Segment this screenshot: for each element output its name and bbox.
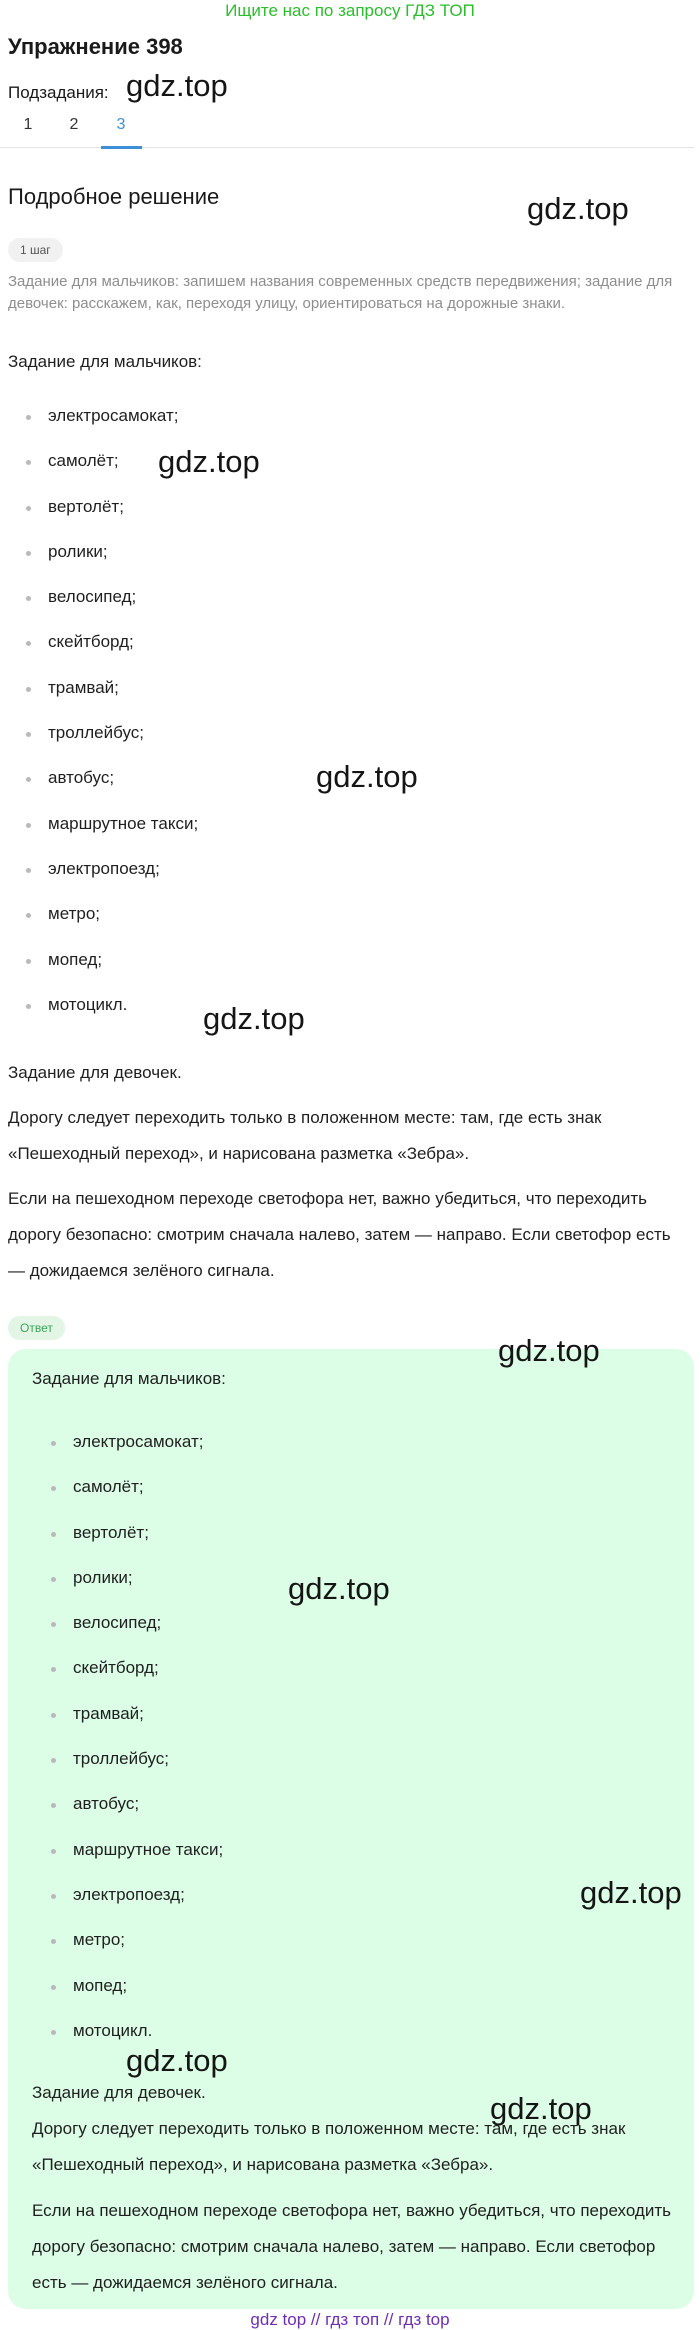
list-item: ролики; [0,1566,680,1611]
list-item: троллейбус; [0,721,690,766]
watermark: gdz.top [126,68,228,103]
bullet-icon [26,460,31,465]
bullet-icon [26,959,31,964]
list-item: метро; [0,1928,680,1973]
solution-title: Подробное решение [8,184,220,209]
boys-heading: Задание для мальчиков: [8,352,202,371]
watermark: gdz.top [158,444,260,479]
bullet-icon [26,687,31,692]
list-item: автобус; [0,766,690,811]
watermark: gdz.top [527,191,629,226]
list-item: вертолёт; [0,1521,680,1566]
answer-transport-list [0,1430,680,2064]
list-item: автобус; [0,1792,680,1837]
subtask-tabs [0,110,694,148]
list-item: метро; [0,902,690,947]
list-item: скейтборд; [0,630,690,675]
list-item: электропоезд; [0,1883,680,1928]
list-item: трамвай; [0,676,690,721]
answer-girls-paragraph-2: Если на пешеходном переходе светофора нет, важно убедиться, что переходить дорогу безопасно: смотрим сначала налево, затем — направо. Если светофор есть — дожидаемся зелёного сигнала. [32,2201,671,2292]
bullet-icon [51,1758,56,1763]
watermark: gdz.top [316,759,418,794]
list-item: электросамокат; [0,1430,680,1475]
bullet-icon [51,1532,56,1537]
watermark: gdz.top [203,1001,305,1036]
bullet-icon [26,415,31,420]
list-item: самолёт; [0,449,690,494]
list-item: велосипед; [0,585,690,630]
bullet-icon [51,2030,56,2035]
bullet-icon [26,777,31,782]
bullet-icon [26,551,31,556]
list-item: велосипед; [0,1611,680,1656]
top-banner: Ищите нас по запросу ГДЗ ТОП [225,1,475,20]
bullet-icon [26,868,31,873]
list-item: маршрутное такси; [0,1838,680,1883]
bullet-icon [51,1577,56,1582]
bullet-icon [51,1894,56,1899]
bullet-icon [51,1713,56,1718]
list-item: мопед; [0,948,690,993]
bullet-icon [26,506,31,511]
bullet-icon [51,1486,56,1491]
bullet-icon [51,1849,56,1854]
girls-heading: Задание для девочек. [8,1063,182,1082]
answer-girls-heading: Задание для девочек. [32,2083,206,2102]
list-item: мопед; [0,1974,680,2019]
footer-links[interactable]: gdz top // гдз топ // гдз top [250,2310,450,2329]
list-item: мотоцикл. [0,993,690,1038]
page-title: Упражнение 398 [8,34,183,59]
answer-badge: Ответ [8,1316,65,1340]
active-tab-indicator [101,146,142,149]
list-item: мотоцикл. [0,2019,680,2064]
bullet-icon [26,596,31,601]
bullet-icon [51,1939,56,1944]
watermark: gdz.top [580,1875,682,1910]
step-badge: 1 шаг [8,238,63,262]
solution-intro: Задание для мальчиков: запишем названия современных средств передвижения; задание для девочек: расскажем, как, переходя улицу, ориентироваться на дорожные знаки. [8,273,673,312]
bullet-icon [26,641,31,646]
watermark: gdz.top [490,2091,592,2126]
bullet-icon [26,1004,31,1009]
watermark: gdz.top [498,1333,600,1368]
list-item: вертолёт; [0,495,690,540]
answer-boys-heading: Задание для мальчиков: [32,1369,226,1388]
list-item: троллейбус; [0,1747,680,1792]
list-item: ролики; [0,540,690,585]
girls-paragraph-1: Дорогу следует переходить только в положенном месте: там, где есть знак «Пешеходный переход», и нарисована разметка «Зебра». [8,1108,602,1163]
bullet-icon [51,1622,56,1627]
bullet-icon [26,913,31,918]
tab-3[interactable]: 3 [116,116,126,133]
list-item: самолёт; [0,1475,680,1520]
watermark: gdz.top [126,2043,228,2078]
tab-1[interactable]: 1 [23,116,33,133]
bullet-icon [26,732,31,737]
list-item: маршрутное такси; [0,812,690,857]
transport-list [0,404,690,1038]
tab-2[interactable]: 2 [69,116,79,133]
list-item: скейтборд; [0,1656,680,1701]
list-item: электропоезд; [0,857,690,902]
subtasks-label: Подзадания: [8,83,109,102]
bullet-icon [51,1441,56,1446]
list-item: электросамокат; [0,404,690,449]
answer-girls-paragraph-1: Дорогу следует переходить только в положенном месте: там, где есть знак «Пешеходный переход», и нарисована разметка «Зебра». [32,2119,626,2174]
bullet-icon [51,1667,56,1672]
girls-paragraph-2: Если на пешеходном переходе светофора нет, важно убедиться, что переходить дорогу безопасно: смотрим сначала налево, затем — направо. Если светофор есть — дожидаемся зелёного сигнала. [8,1189,671,1280]
watermark: gdz.top [288,1571,390,1606]
bullet-icon [26,823,31,828]
bullet-icon [51,1803,56,1808]
bullet-icon [51,1985,56,1990]
list-item: трамвай; [0,1702,680,1747]
